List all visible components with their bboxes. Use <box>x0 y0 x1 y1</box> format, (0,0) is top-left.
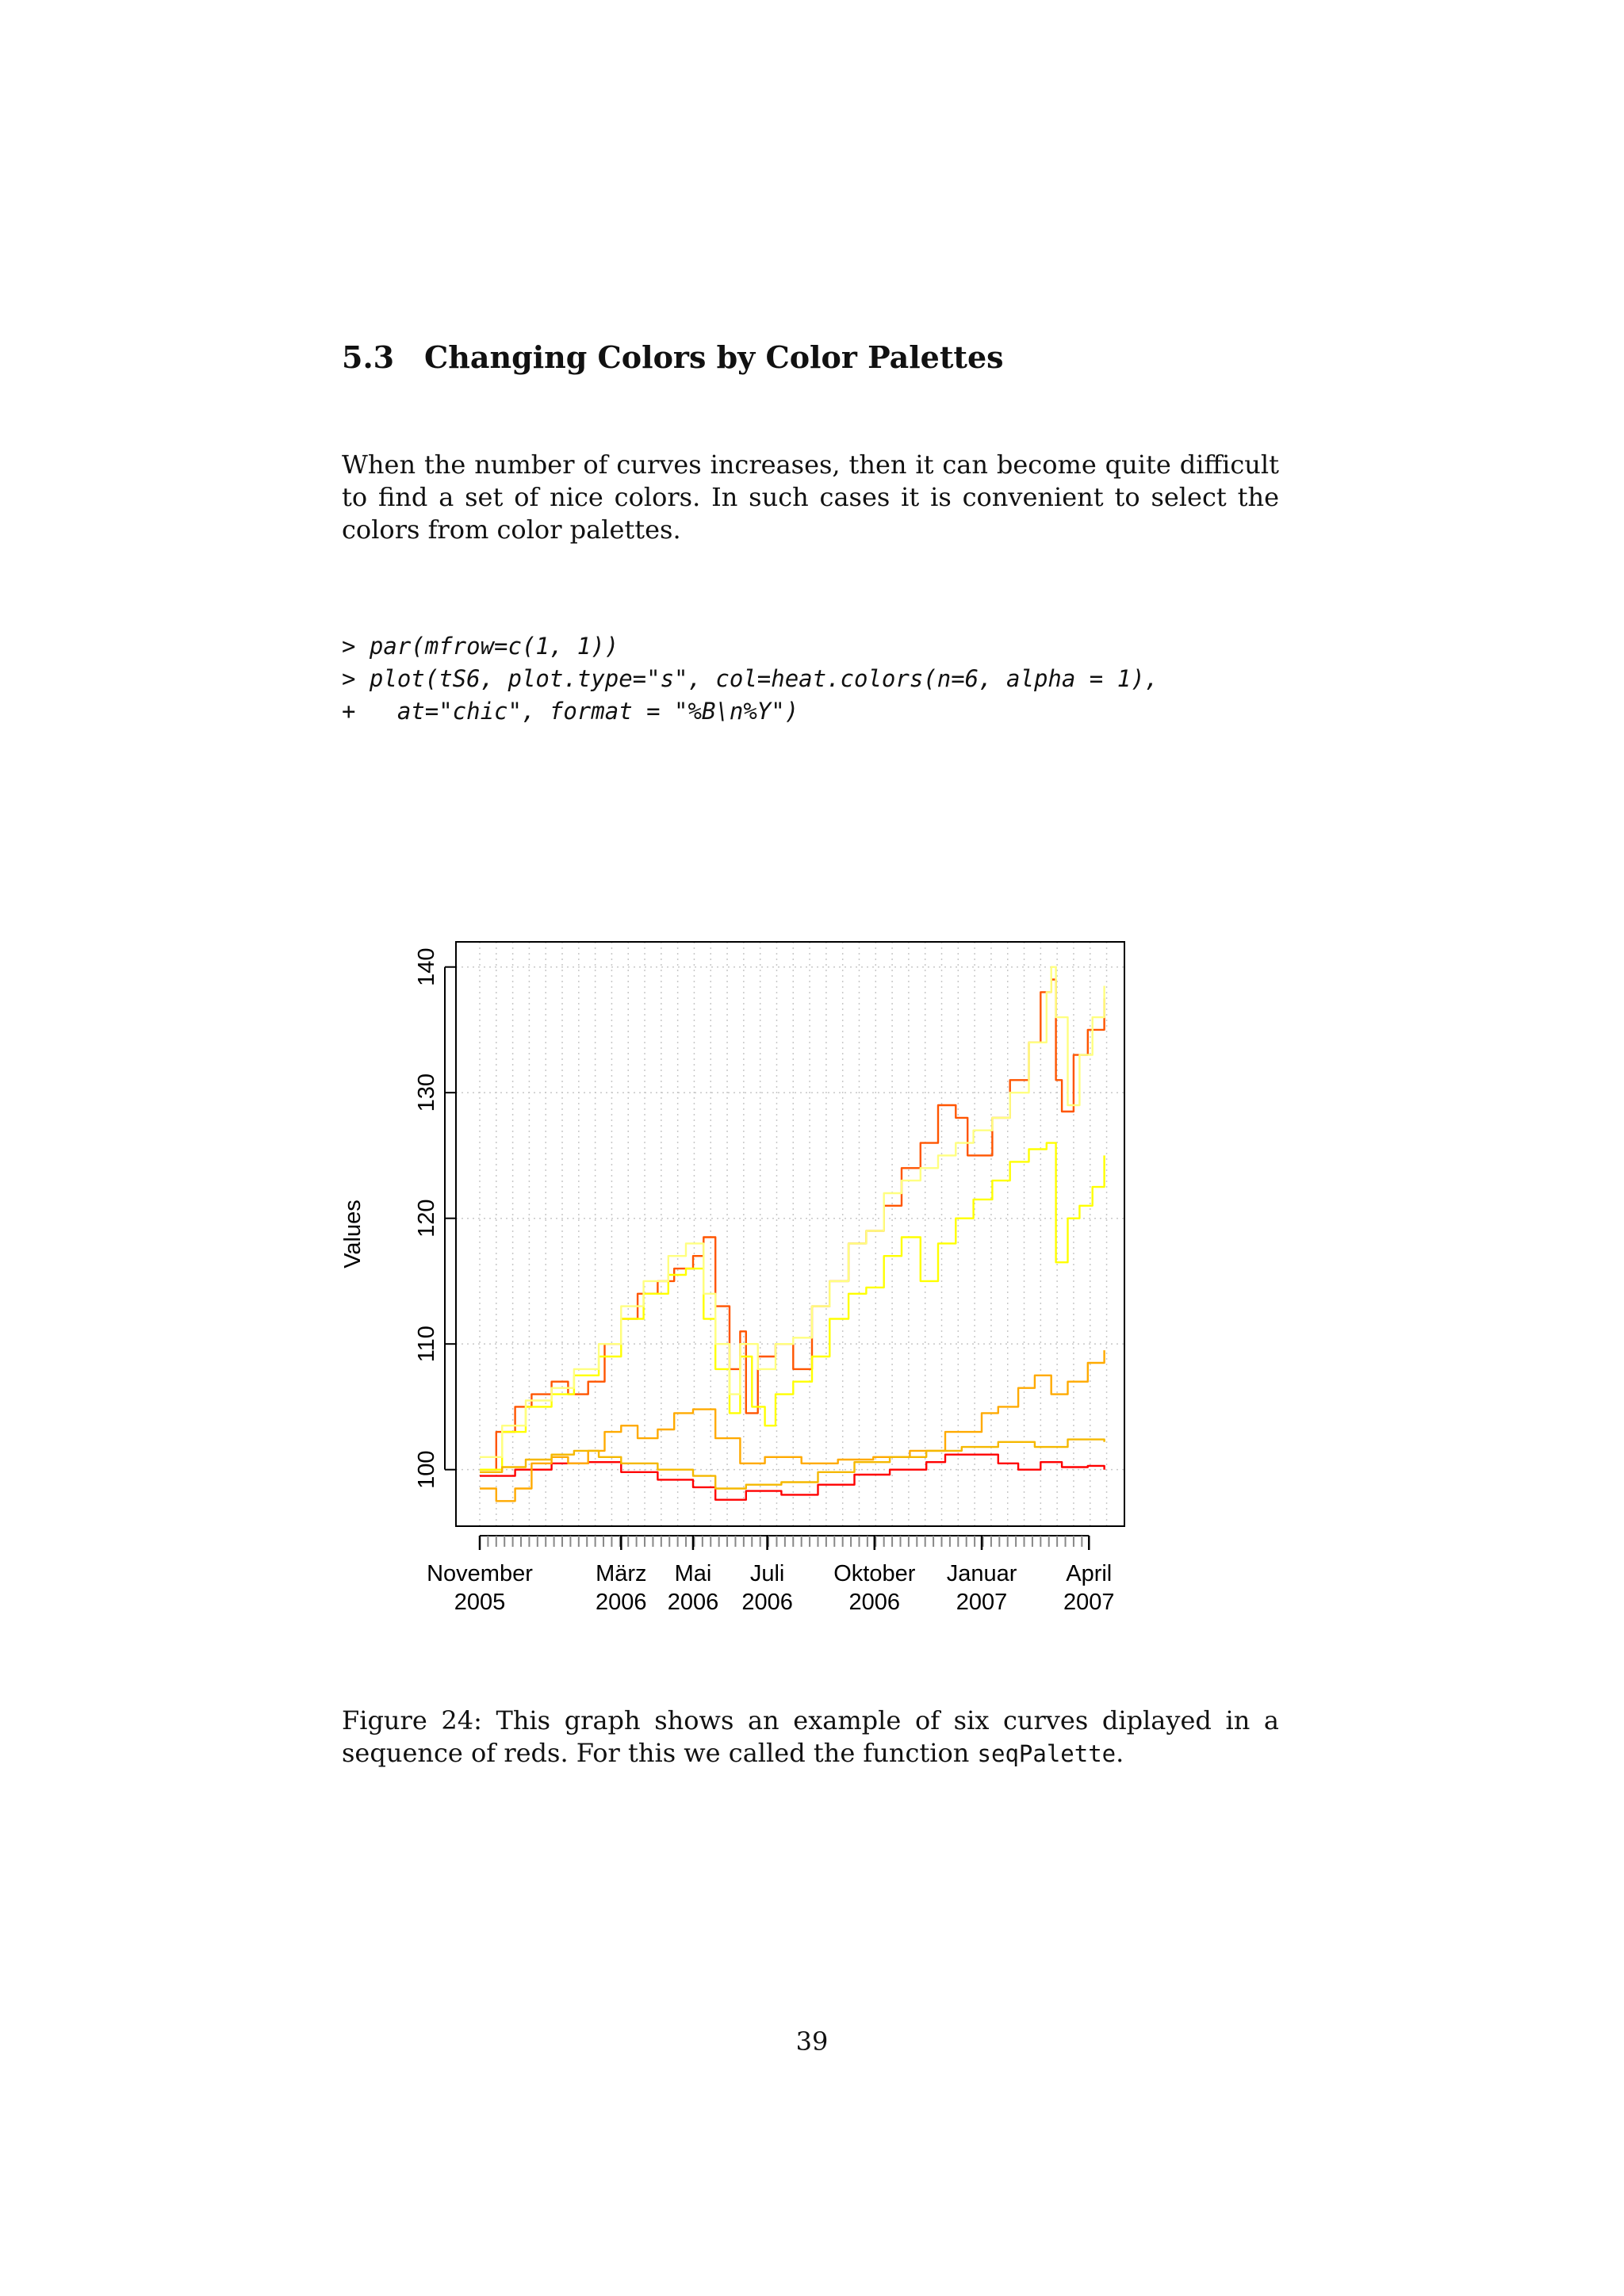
x-tick-label: Juli <box>749 1561 785 1586</box>
code-block <box>342 630 1159 728</box>
x-tick-label: Januar <box>946 1561 1017 1586</box>
x-tick-label: 2006 <box>848 1590 901 1615</box>
x-tick-label: 2006 <box>667 1590 719 1615</box>
caption-end: . <box>1116 1738 1124 1768</box>
x-tick-label: 2007 <box>956 1590 1008 1615</box>
y-tick-label: 120 <box>414 1199 439 1238</box>
y-tick-label: 130 <box>414 1073 439 1112</box>
x-tick-label: 2006 <box>596 1590 647 1615</box>
x-tick-label: Mai <box>674 1561 712 1586</box>
y-tick-label: 110 <box>414 1326 439 1363</box>
x-tick-label: November <box>427 1561 533 1586</box>
caption-text: Figure 24: This graph shows an example of six curves diplayed in a sequence of reds. For this we called the function <box>342 1705 1279 1768</box>
series-line-4 <box>480 1143 1105 1470</box>
x-tick-label: April <box>1066 1561 1113 1586</box>
y-tick-label: 100 <box>414 1450 439 1489</box>
y-tick-label: 140 <box>414 947 439 986</box>
section-number: 5.3 <box>342 339 395 375</box>
figure-caption <box>342 1705 1279 1770</box>
x-tick-label: Oktober <box>833 1561 916 1586</box>
figure <box>333 912 1158 1628</box>
time-series-chart <box>333 912 1158 1625</box>
x-tick-label: 2005 <box>454 1590 506 1615</box>
x-tick-label: 2007 <box>1063 1590 1115 1615</box>
page-number: 39 <box>795 2026 829 2057</box>
body-paragraph: When the number of curves increases, then it can become quite difficult to find a set of nice colors. In such cases it is convenient to select the colors from color palettes. <box>342 450 1279 545</box>
series-line-1 <box>480 1455 1105 1500</box>
code-line: > plot(tS6, plot.type="s", col=heat.colors(n=6, alpha = 1), <box>342 665 1159 692</box>
code-line: > par(mfrow=c(1, 1)) <box>342 633 619 660</box>
series-line-5 <box>480 967 1105 1457</box>
x-tick-label: 2006 <box>741 1590 793 1615</box>
series-line-2 <box>480 980 1105 1470</box>
x-tick-label: März <box>596 1561 647 1586</box>
caption-function-name: seqPalette <box>977 1740 1116 1767</box>
code-line: + at="chic", format = "%B\n%Y") <box>342 698 799 725</box>
y-axis-label: Values <box>340 1200 366 1269</box>
plot-frame <box>456 942 1124 1526</box>
section-heading <box>342 339 1004 375</box>
section-title-text: Changing Colors by Color Palettes <box>424 339 1004 375</box>
